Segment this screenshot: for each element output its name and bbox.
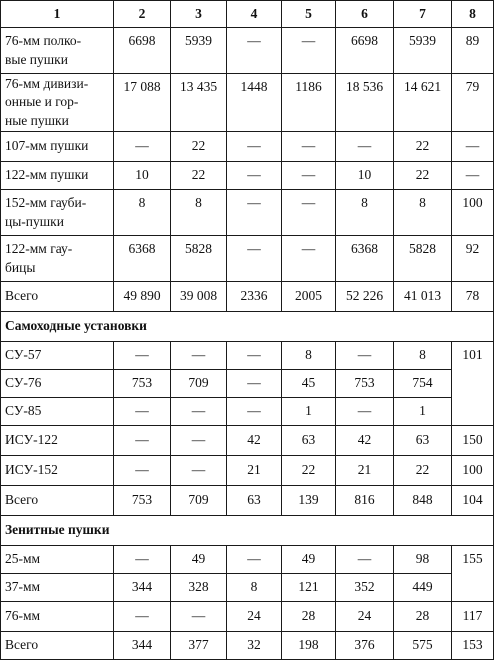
table-cell: — — [227, 342, 282, 370]
row-label: 122-мм пушки — [1, 162, 114, 190]
row-label: СУ-57 — [1, 342, 114, 370]
table-cell: — — [452, 132, 494, 162]
table-cell: — — [171, 342, 227, 370]
table-cell: 100 — [452, 190, 494, 236]
table-cell: 5939 — [394, 28, 452, 74]
table-cell: 352 — [336, 574, 394, 602]
table-cell: 449 — [394, 574, 452, 602]
table-cell: 8 — [114, 190, 171, 236]
table-cell: 753 — [336, 370, 394, 398]
row-label: 122-мм гау- бицы — [1, 236, 114, 282]
table-cell: 121 — [282, 574, 336, 602]
table-row — [1, 28, 494, 74]
row-label: Всего — [1, 632, 114, 660]
table-cell: — — [227, 236, 282, 282]
merged-cell: 101 — [452, 342, 494, 426]
table-cell: — — [227, 28, 282, 74]
table-row-total — [1, 632, 494, 660]
table-cell: 376 — [336, 632, 394, 660]
table-cell: 17 088 — [114, 74, 171, 132]
table-cell: 22 — [394, 132, 452, 162]
row-label: 37-мм — [1, 574, 114, 602]
table-cell: 8 — [171, 190, 227, 236]
table-cell: 13 435 — [171, 74, 227, 132]
section-row — [1, 312, 494, 342]
table-cell: — — [227, 546, 282, 574]
table-row-total — [1, 486, 494, 516]
table-cell: — — [171, 398, 227, 426]
row-label: СУ-76 — [1, 370, 114, 398]
section-heading: Зенитные пушки — [1, 516, 494, 546]
table-cell: — — [336, 398, 394, 426]
table-cell: — — [227, 398, 282, 426]
table-cell: 28 — [282, 602, 336, 632]
table-row — [1, 546, 494, 574]
table-row — [1, 370, 494, 398]
table-cell: 39 008 — [171, 282, 227, 312]
table-cell: — — [282, 162, 336, 190]
table-cell: 153 — [452, 632, 494, 660]
row-label: 76-мм — [1, 602, 114, 632]
table-cell: 709 — [171, 370, 227, 398]
table-cell: 32 — [227, 632, 282, 660]
table-cell: 848 — [394, 486, 452, 516]
table-cell: 22 — [394, 456, 452, 486]
table-cell: 6368 — [336, 236, 394, 282]
row-label: 76-мм дивизи- онные и гор- ные пушки — [1, 74, 114, 132]
row-label: 152-мм гауби- цы-пушки — [1, 190, 114, 236]
header-cell: 6 — [336, 1, 394, 28]
table-cell: — — [282, 28, 336, 74]
table-cell: 8 — [394, 190, 452, 236]
row-label: СУ-85 — [1, 398, 114, 426]
table-cell: 49 — [171, 546, 227, 574]
header-cell: 5 — [282, 1, 336, 28]
table-cell: — — [336, 342, 394, 370]
table-cell: — — [282, 236, 336, 282]
table-cell: 198 — [282, 632, 336, 660]
table-cell: 1 — [282, 398, 336, 426]
table-cell: 52 226 — [336, 282, 394, 312]
header-cell: 8 — [452, 1, 494, 28]
row-label: 76-мм полко- вые пушки — [1, 28, 114, 74]
table-cell: 754 — [394, 370, 452, 398]
table-cell: 8 — [336, 190, 394, 236]
table-cell: 328 — [171, 574, 227, 602]
table-row — [1, 574, 494, 602]
table-cell: 104 — [452, 486, 494, 516]
table-cell: 10 — [336, 162, 394, 190]
table-cell: — — [227, 370, 282, 398]
table-cell: 1186 — [282, 74, 336, 132]
header-cell: 2 — [114, 1, 171, 28]
table-cell: 8 — [227, 574, 282, 602]
table-cell: — — [114, 602, 171, 632]
table-cell: 24 — [227, 602, 282, 632]
table-cell: 92 — [452, 236, 494, 282]
table-cell: — — [114, 546, 171, 574]
row-label: Всего — [1, 486, 114, 516]
table-cell: — — [171, 456, 227, 486]
table-cell: 18 536 — [336, 74, 394, 132]
table-cell: — — [171, 426, 227, 456]
table-cell: 98 — [394, 546, 452, 574]
section-heading: Самоходные установки — [1, 312, 494, 342]
table-row — [1, 74, 494, 132]
table-cell: 2336 — [227, 282, 282, 312]
table-cell: 117 — [452, 602, 494, 632]
table-cell: — — [114, 342, 171, 370]
table-row — [1, 190, 494, 236]
table-cell: 45 — [282, 370, 336, 398]
table-row — [1, 132, 494, 162]
row-label: 107-мм пушки — [1, 132, 114, 162]
table-cell: 41 013 — [394, 282, 452, 312]
table-cell: — — [114, 398, 171, 426]
table-cell: 21 — [227, 456, 282, 486]
table-cell: 150 — [452, 426, 494, 456]
header-cell: 4 — [227, 1, 282, 28]
table-cell: 100 — [452, 456, 494, 486]
table-cell: 753 — [114, 486, 171, 516]
header-cell: 1 — [1, 1, 114, 28]
table-cell: — — [114, 456, 171, 486]
row-label: ИСУ-122 — [1, 426, 114, 456]
table-row — [1, 342, 494, 370]
table-cell: — — [282, 190, 336, 236]
table-cell: 575 — [394, 632, 452, 660]
table-cell: 24 — [336, 602, 394, 632]
table-cell: 8 — [282, 342, 336, 370]
table-row-total — [1, 282, 494, 312]
table-row — [1, 162, 494, 190]
table-cell: 753 — [114, 370, 171, 398]
table-cell: 816 — [336, 486, 394, 516]
table-cell: 28 — [394, 602, 452, 632]
table-cell: 42 — [336, 426, 394, 456]
table-cell: 1 — [394, 398, 452, 426]
table-cell: 22 — [171, 162, 227, 190]
table-cell: — — [282, 132, 336, 162]
table-cell: — — [114, 426, 171, 456]
table-cell: — — [227, 132, 282, 162]
table-cell: 21 — [336, 456, 394, 486]
table-cell: — — [336, 546, 394, 574]
table-cell: 42 — [227, 426, 282, 456]
table-cell: — — [227, 162, 282, 190]
table-cell: 5939 — [171, 28, 227, 74]
merged-cell: 155 — [452, 546, 494, 602]
table-cell: — — [171, 602, 227, 632]
table-cell: 344 — [114, 574, 171, 602]
table-cell: 63 — [394, 426, 452, 456]
table-cell: 6698 — [114, 28, 171, 74]
header-cell: 7 — [394, 1, 452, 28]
table-cell: 709 — [171, 486, 227, 516]
table-cell: 22 — [282, 456, 336, 486]
table-cell: 1448 — [227, 74, 282, 132]
table-cell: 5828 — [171, 236, 227, 282]
table-cell: — — [114, 132, 171, 162]
table-cell: 22 — [171, 132, 227, 162]
table-cell: 139 — [282, 486, 336, 516]
table-cell: 8 — [394, 342, 452, 370]
table-cell: 6698 — [336, 28, 394, 74]
table-row — [1, 602, 494, 632]
row-label: Всего — [1, 282, 114, 312]
table-cell: 377 — [171, 632, 227, 660]
section-row — [1, 516, 494, 546]
row-label: ИСУ-152 — [1, 456, 114, 486]
table-cell: 63 — [282, 426, 336, 456]
table-cell: 2005 — [282, 282, 336, 312]
table-cell: 63 — [227, 486, 282, 516]
table-cell: 49 890 — [114, 282, 171, 312]
table-cell: 78 — [452, 282, 494, 312]
table-cell: 49 — [282, 546, 336, 574]
table-row — [1, 426, 494, 456]
table-cell: 14 621 — [394, 74, 452, 132]
row-label: 25-мм — [1, 546, 114, 574]
table-cell: — — [452, 162, 494, 190]
table-row — [1, 398, 494, 426]
table-cell: 6368 — [114, 236, 171, 282]
table-cell: 5828 — [394, 236, 452, 282]
table-row — [1, 456, 494, 486]
header-row — [1, 1, 494, 28]
table-cell: 344 — [114, 632, 171, 660]
table-cell: 22 — [394, 162, 452, 190]
header-cell: 3 — [171, 1, 227, 28]
table-cell: — — [336, 132, 394, 162]
table-cell: 10 — [114, 162, 171, 190]
table-cell: 89 — [452, 28, 494, 74]
table-cell: 79 — [452, 74, 494, 132]
table-cell: — — [227, 190, 282, 236]
table-row — [1, 236, 494, 282]
